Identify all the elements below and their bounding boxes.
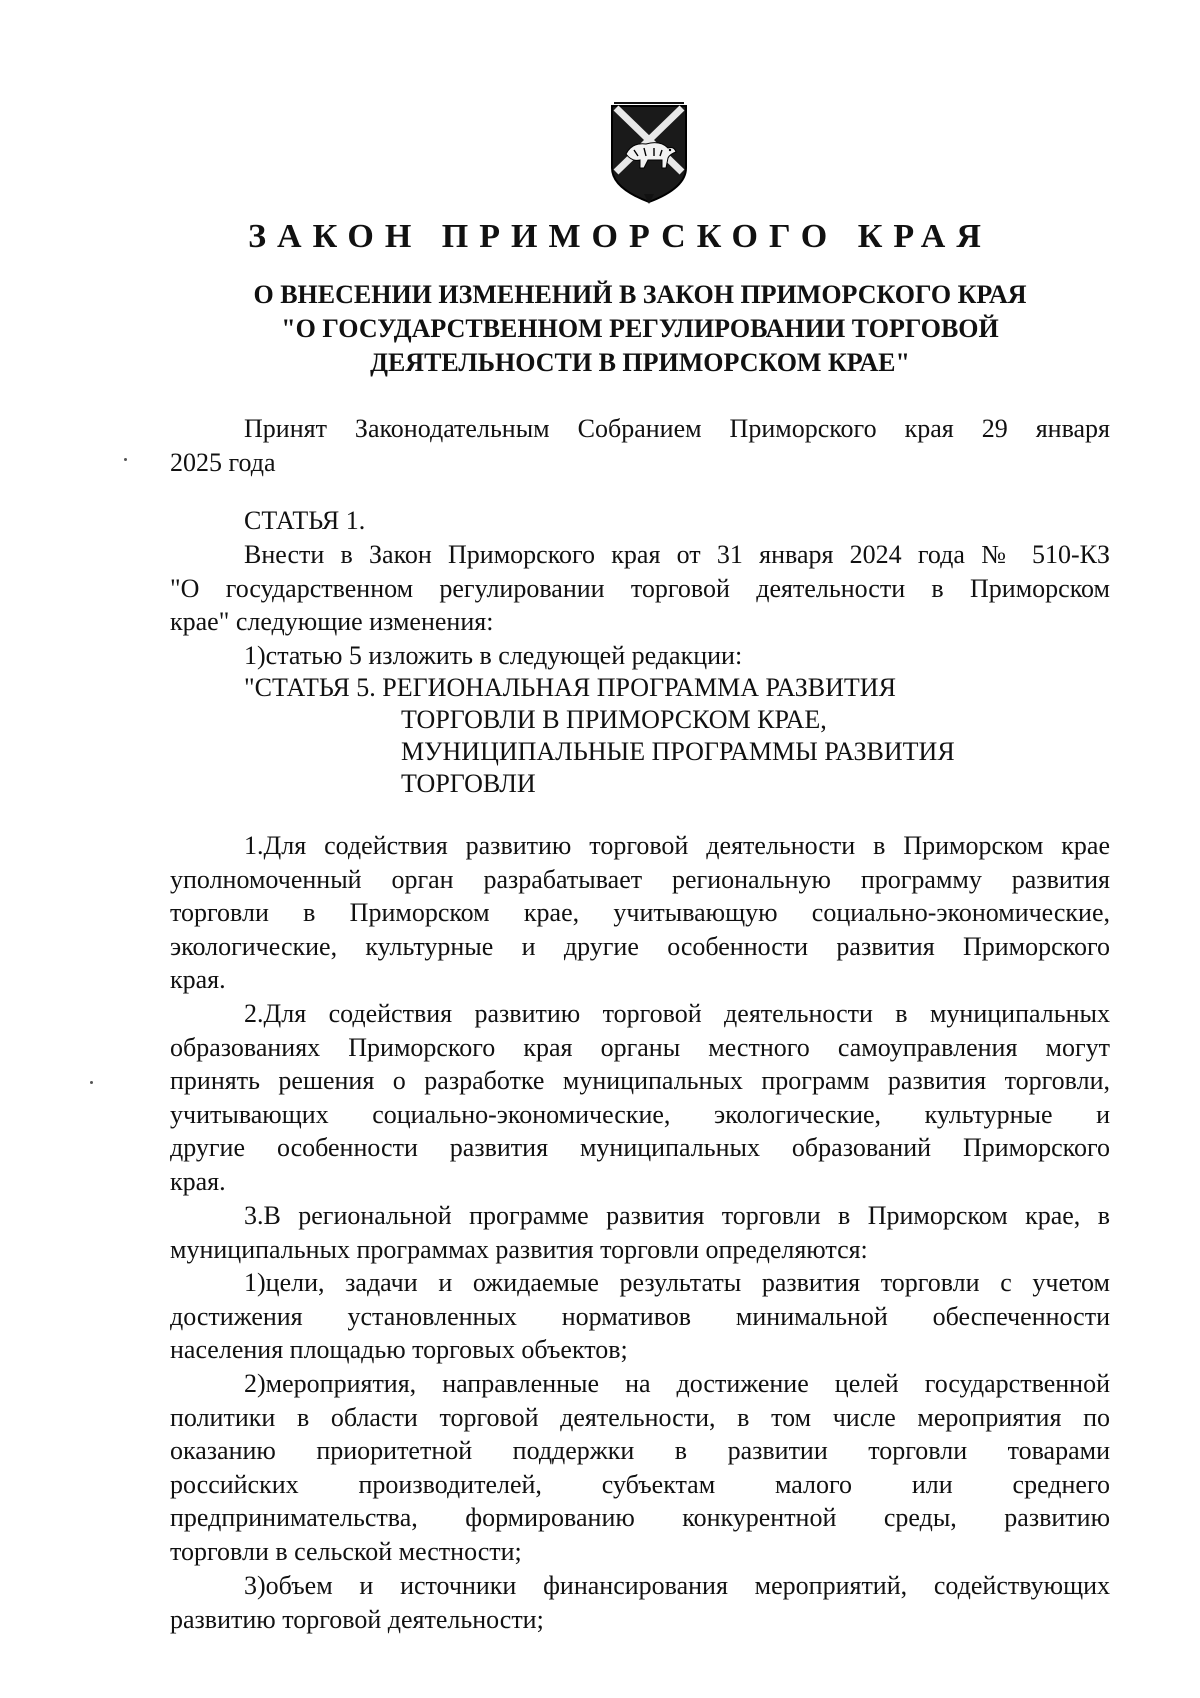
paragraph-1 (170, 829, 1110, 997)
text-line: образованиях Приморского края органы местного самоуправления могут (170, 1032, 1110, 1062)
text-line: края. (170, 1166, 226, 1196)
text-line: 1)цели, задачи и ожидаемые результаты развития торговли с учетом (244, 1268, 1110, 1297)
document-title: ЗАКОН ПРИМОРСКОГО КРАЯ (248, 218, 992, 255)
text-line: 1)статью 5 изложить в следующей редакции: (244, 641, 743, 670)
subtitle-line: "О ГОСУДАРСТВЕННОМ РЕГУЛИРОВАНИИ ТОРГОВОЙ (281, 314, 999, 343)
text-line: 2)мероприятия, направленные на достижение целей государственной (244, 1369, 1110, 1398)
text-line: другие особенности развития муниципальных образований Приморского (170, 1133, 1110, 1163)
text-line: 2.Для содействия развитию торговой деятельности в муниципальных (244, 999, 1110, 1028)
text-line: политики в области торговой деятельности, в том числе мероприятия по (170, 1402, 1110, 1432)
document-subtitle (170, 278, 1110, 380)
adoption-note (170, 412, 1110, 479)
text-line: учитывающих социально-экономические, экологические, культурные и (170, 1099, 1110, 1129)
text-line: 1.Для содействия развитию торговой деятельности в Приморском крае (244, 831, 1110, 860)
subtitle-line: О ВНЕСЕНИИ ИЗМЕНЕНИЙ В ЗАКОН ПРИМОРСКОГО КРАЯ (253, 280, 1027, 309)
text-line: принять решения о разработке муниципальных программ развития торговли, (170, 1066, 1110, 1096)
text-line: оказанию приоритетной поддержки в развитии торговли товарами (170, 1436, 1110, 1466)
text-line: края. (170, 965, 226, 995)
title-line: МУНИЦИПАЛЬНЫЕ ПРОГРАММЫ РАЗВИТИЯ (401, 737, 955, 766)
amendment-item-1 (170, 639, 1110, 673)
coat-of-arms-emblem (608, 98, 690, 204)
text-line: достижения установленных нормативов минимальной обеспеченности (170, 1301, 1110, 1331)
text-line: Внести в Закон Приморского края от 31 января 2024 года № 510-КЗ (244, 540, 1110, 569)
subitem-1 (170, 1266, 1110, 1367)
subitem-3 (170, 1569, 1110, 1636)
scan-speck (90, 1081, 93, 1084)
text-line: населения площадью торговых объектов; (170, 1335, 628, 1365)
text-line: предпринимательства, формированию конкурентной среды, развитию (170, 1503, 1110, 1533)
title-line: ТОРГОВЛИ (401, 769, 536, 798)
text-line: уполномоченный орган разрабатывает региональную программу развития (170, 864, 1110, 894)
title-line: "СТАТЬЯ 5. РЕГИОНАЛЬНАЯ ПРОГРАММА РАЗВИТИЯ (244, 673, 896, 702)
text-line: торговли в Приморском крае, учитывающую социально-экономические, (170, 898, 1110, 928)
text-line: развитию торговой деятельности; (170, 1604, 544, 1634)
text-line: муниципальных программах развития торговли определяются: (170, 1234, 868, 1264)
title-line: ТОРГОВЛИ В ПРИМОРСКОМ КРАЕ, (401, 705, 827, 734)
article-intro (170, 538, 1110, 639)
text-line: Принят Законодательным Собранием Приморского края 29 января (244, 414, 1110, 443)
text-line: экологические, культурные и другие особенности развития Приморского (170, 931, 1110, 961)
text-line: российских производителей, субъектам малого или среднего (170, 1469, 1110, 1499)
scan-speck (124, 458, 127, 461)
text-line: 2025 года (170, 447, 276, 477)
paragraph-2 (170, 997, 1110, 1199)
subtitle-line: ДЕЯТЕЛЬНОСТИ В ПРИМОРСКОМ КРАЕ" (370, 348, 910, 377)
paragraph-3 (170, 1199, 1110, 1266)
article-heading: СТАТЬЯ 1. (244, 506, 366, 535)
text-line: крае" следующие изменения: (170, 607, 494, 637)
article-5-title (244, 672, 955, 800)
text-line: торговли в сельской местности; (170, 1536, 522, 1566)
text-line: 3)объем и источники финансирования мероприятий, содействующих (244, 1571, 1110, 1600)
text-line: "О государственном регулировании торговой деятельности в Приморском (170, 573, 1110, 603)
subitem-2 (170, 1367, 1110, 1569)
text-line: 3.В региональной программе развития торговли в Приморском крае, в (244, 1201, 1110, 1230)
